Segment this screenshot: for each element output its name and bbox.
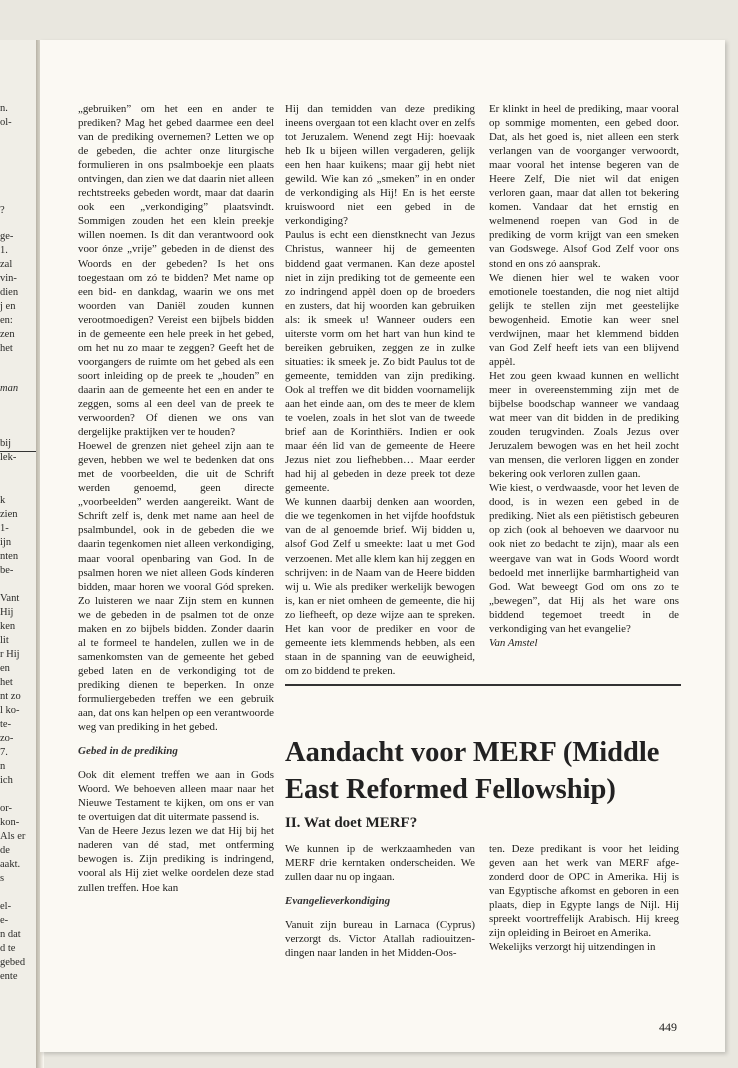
margin-fragment: 1. xyxy=(0,245,8,256)
margin-fragment: el- xyxy=(0,901,12,912)
margin-fragment: het xyxy=(0,343,13,354)
article-paragraph: Wekelijks verzorgt hij uitzendingen in xyxy=(489,941,656,954)
margin-fragment: ge- xyxy=(0,231,14,242)
margin-fragment: gebed xyxy=(0,957,26,968)
margin-fragment: or- xyxy=(0,803,13,814)
column-3 xyxy=(489,102,679,650)
margin-fragment: de xyxy=(0,845,10,856)
article-subtitle: II. Wat doet MERF? xyxy=(285,815,418,831)
col1-paragraph: Hoewel de grenzen niet geheel zijn aan te geven, hebben we wel te bedenken dat ons met de voorbeelden, die uit de Schrift werden genoemd, geen directe „voorbeelden” werden aangereikt. Want de Schrift zelf is, denk met name aan heel de psalmbundel, ook in de gebeden die we daarin tegenkomen niet alleen verkondiging, maar vooral openbaring van God. In de psalmen horen we niet alleen Gods kínderen bidden, maar horen we vooral Gód spreken. Zo luisteren we naar Zijn stem en kunnen we de gebeden in de psalmen tot de onze maken en zo bijbels bidden. Zonder daarin al te formeel te handelen, zullen we in de samenkomsten van de gemeente het gebed gebed laten en de verkondiging tot de prediking dienen te beperken. In onze formuliergebeden treffen we een gebruik aan, dat ons kan helpen op een verantwoorde weg van prediking in het gebed. xyxy=(78,440,274,734)
col2-paragraph: Paulus is echt een dienstknecht van Jezus Christus, wanneer hij de gemeenten biddend gaat vermanen. Kan deze apostel niet in zijn prediking tot de gemeente een zo indringend appèl doen op de broeders en zusters, dat hij woorden kan gebruiken als: ik smeek u! Wanneer ouders een uiterste vorm om het hart van hun kind te bereiken gebruiken, zeggen ze in zulke situaties: ik smeek je. Zo bidt Paulus tot de gemeente, temidden van zijn prediking. Ook al treffen we dit bidden voornamelijk aan het einde aan, om des te meer de klem te voelen, zoals in het slot van de tweede brief aan de Korinthiërs. Indien er ook maar één lid van de gemeente de Heere Jezus niet zou liefhebben… Maar eerder had hij al gebeden in deze preek tot deze gemeente. xyxy=(285,229,475,495)
margin-fragment: Als er xyxy=(0,831,26,842)
margin-fragment: d te xyxy=(0,943,16,954)
margin-fragment: e- xyxy=(0,915,9,926)
article-section-heading: Evangelieverkondiging xyxy=(285,895,391,908)
article-title: Aandacht voor MERF (Middle East Reformed Fellowship) xyxy=(285,737,660,805)
margin-fragment: Vant xyxy=(0,593,20,604)
col2-paragraph: We kunnen daarbij denken aan woorden, die we tegenkomen in het vijfde hoofdstuk van de al genoemde brief. Wij bidden u, alsof God Zelf u smeekte: laat u met God verzoenen. Met alle klem kan hij zeggen en schrijven: in de Naam van de Heere bidden wij u. Wie als prediker werkelijk bewogen is, kan er niet omheen de gemeente, die hij zo liefheeft, op deze wijze aan te spreken. Het kan voor de prediker en voor de gemeente iets klemmends hebben, als een staan in de spanning van de eeuwigheid, om zo biddend te preken. xyxy=(285,496,475,677)
margin-fragment: zal xyxy=(0,259,13,270)
margin-fragment: kon- xyxy=(0,817,20,828)
margin-fragment: ol- xyxy=(0,117,12,128)
margin-fragment: nt zo xyxy=(0,691,21,702)
margin-fragment: n dat xyxy=(0,929,21,940)
article-paragraph: ten. Deze predikant is voor het leiding geven aan het werk van MERF afgezonderd door de OPC in Amerika. Hij is van Egyptische afkomst en geboren in een plaats, diep in Egypte langs de Nijl. Hij spreekt voortreffelijk Arabisch. Hij kreeg zijn opleiding in Beiroet en Amerika. xyxy=(489,843,679,940)
col2-paragraph: Hij dan temidden van deze prediking ineens overgaan tot een klacht over en zelfs tot Jeruzalem. Wenend zegt Hij: hoevaak heb Ik u bijeen willen vergaderen, gelijk een hen haar kuikens; maar gij hebt niet gewild. Wie kan zó „smeken” in en onder de verkondiging als Hij! En is het eerste kruiswoord niet een gebed in de verkondiging? xyxy=(285,103,476,228)
margin-fragment: 1- xyxy=(0,523,9,534)
margin-fragment: ken xyxy=(0,621,16,632)
article-paragraph: We kunnen ip de werkzaamheden van MERF drie kerntaken onderscheiden. We zullen daar nu op ingaan. xyxy=(285,843,475,884)
col3-paragraph: We dienen hier wel te waken voor emotionele toestanden, die nog niet altijd gelijk te stellen zijn met geestelijke bewogenheid. Emotie kan weer snel verdwijnen, maar het klemmend bidden van God Zelf heeft iets van een blijvend appèl. xyxy=(489,271,679,368)
margin-fragment: n. xyxy=(0,103,8,114)
margin-fragment: aakt. xyxy=(0,859,21,870)
col1-paragraph: Van de Heere Jezus lezen we dat Hij bij het naderen van dé stad, met ontferming bewogen is. Zijn prediking is indringend, vooral als Hij ziet welke oordelen deze stad zullen treffen. Hoe kan xyxy=(78,825,274,894)
margin-fragment: s xyxy=(0,873,5,884)
margin-fragment: k xyxy=(0,495,6,506)
margin-fragment: vin- xyxy=(0,273,17,284)
margin-fragment: zen xyxy=(0,329,15,340)
article-column-b xyxy=(489,842,679,954)
previous-page-margin xyxy=(0,40,41,1068)
margin-fragment: man xyxy=(0,383,19,394)
margin-fragment: ijn xyxy=(0,537,12,548)
margin-fragment: nten xyxy=(0,551,19,562)
margin-fragment: en: xyxy=(0,315,13,326)
margin-fragment: ich xyxy=(0,775,13,786)
margin-fragment: j en xyxy=(0,301,16,312)
margin-fragment: Hij xyxy=(0,607,14,618)
margin-fragment: n xyxy=(0,761,6,772)
margin-fragment: bij xyxy=(0,438,12,449)
section-heading: Gebed in de prediking xyxy=(78,745,178,758)
article-paragraph: Vanuit zijn bureau in Larnaca (Cyprus) verzorgt ds. Victor Atallah radiouitzendingen naar landen in het Midden-Oos- xyxy=(285,919,475,960)
author-signature: Van Amstel xyxy=(489,636,538,649)
col3-paragraph: Er klinkt in heel de prediking, maar vooral op sommige momenten, een gebed door. Dat, als het goed is, niet alleen een sterk verlangen van de voorganger verwoordt, maar vooral het intense begeren van de Heere Zelf, Die niet wil dat enigen verloren gaan, maar dat allen tot bekering komen. Vandaar dat het ernstig en welmenend roepen van God in de prediking de vorm krijgt van een smeken van Godswege. Alsof God Zelf voor ons stond en ons zó aansprak. xyxy=(489,103,679,270)
margin-fragment: be- xyxy=(0,565,14,576)
margin-fragment: ? xyxy=(0,205,5,216)
col3-paragraph: Het zou geen kwaad kunnen en wellicht meer in overeenstemming zijn met de bijbelse boodschap wanneer we vandaag wat meer van dit bidden in de prediking zouden terugvinden. Zoals Jezus over Jeruzalem bewogen was en het heil zocht van mensen, die verloren liggen en zonder bekering ook verloren zullen gaan. xyxy=(489,369,679,481)
margin-fragment: lit xyxy=(0,635,9,646)
margin-fragment: ente xyxy=(0,971,18,982)
margin-fragment: l ko- xyxy=(0,705,20,716)
col3-paragraph: Wie kiest, o verdwaasde, voor het leven de dood, is in wezen een gebed in de prediking. Niet als een piëtistisch gebeuren op zich (ook al behoeven we daarvoor nu ook niet zo bedacht te zijn), maar als een weergave van wat in Gods Woord wordt bedoeld met innerlijke barmhartigheid van God. Wat beweegt God om ons zo te „bewegen”, dat Hij als het ware ons biddend tegemoet treedt in de verkondiging van het evangelie? xyxy=(489,482,679,635)
column-1 xyxy=(78,102,274,895)
margin-fragment: en xyxy=(0,663,10,674)
article-divider xyxy=(285,684,681,686)
col1-paragraph: „gebruiken” om het een en ander te prediken? Mag het gebed daarmee een deel van de prediking overnemen? Letten we op de gebeden, die achter onze liturgische formulieren in ons psalmboekje een plaats ontvingen, dan zien we dat daarin niet alleen rechtstreeks gebeden wordt, maar dat daarin ook een „verkondiging” plaatsvindt. Sommigen zouden het een klein preekje willen noemen. Is dit dan verantwoord ook voor ónze „vrije” gebeden in de dienst des Woords en der gebeden? Is het ons toegestaan om zó te bidden? Met name op een bid- en dankdag, waarin we ons met woorden van Daniël zouden kunnen verootmoedigen? Vereist een bijbels bidden in de gemeente een hele preek in het gebed, om het nu zo maar te zeggen? Geeft het de voorgangers de ruimte om het gebed als een soort inleiding op de preek te „houden” en daarin aan de gemeente het een en ander te zeggen, soms al een deel van de preek te verwoorden? Of dienen we ons van dergelijke praktijken ver te houden? xyxy=(78,103,274,439)
margin-fragment: zien xyxy=(0,509,18,520)
margin-fragment: lek- xyxy=(0,452,17,463)
margin-fragment: zo- xyxy=(0,733,14,744)
margin-fragment: r Hij xyxy=(0,649,20,660)
margin-fragment: dien xyxy=(0,287,19,298)
margin-fragment: te- xyxy=(0,719,12,730)
column-2 xyxy=(285,102,475,678)
margin-fragment: het xyxy=(0,677,13,688)
margin-fragment: 7. xyxy=(0,747,8,758)
article-column-a xyxy=(285,842,475,960)
col1-paragraph: Ook dit element treffen we aan in Gods Woord. We behoeven alleen maar naar het Nieuwe Testament te kijken, om ons er van te overtuigen dat dit uitermate passend is. xyxy=(78,769,274,824)
page-number: 449 xyxy=(659,1020,677,1034)
